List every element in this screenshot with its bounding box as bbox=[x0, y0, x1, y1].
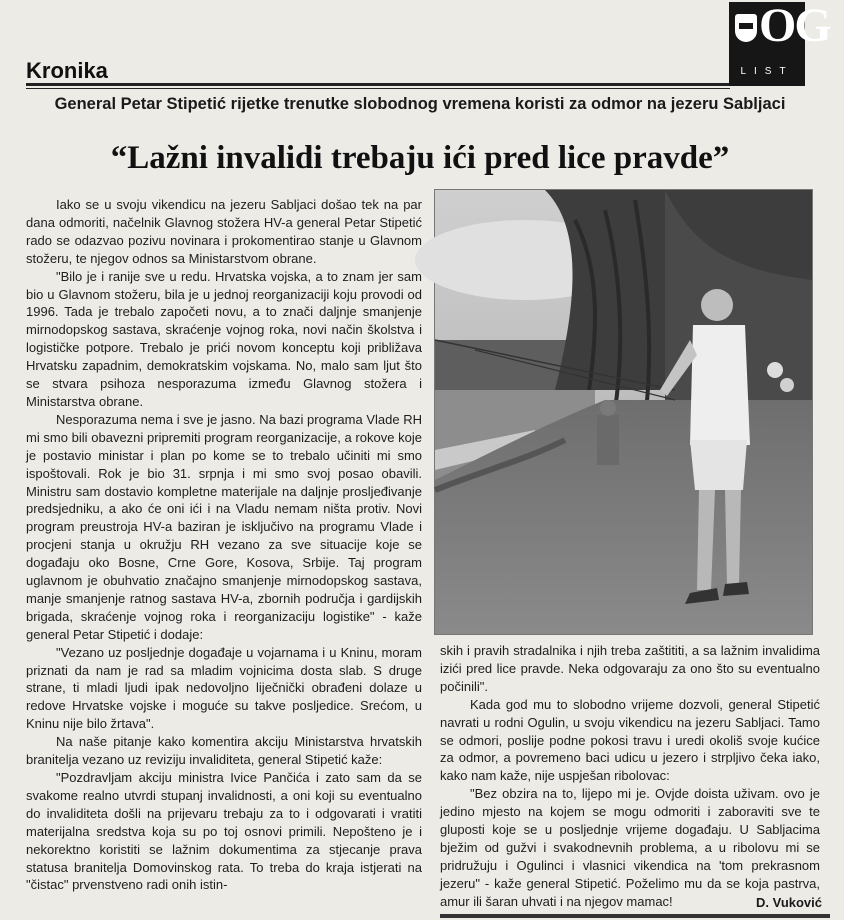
coat-of-arms-icon bbox=[735, 14, 757, 42]
paragraph: Kada god mu to slobodno vrijeme dozvoli, general Stipetić navrati u rodni Ogulin, u svoju vikendicu na jezeru Sabljaci. Tamo se odmori, poslije podne pokosi travu i uredi okoliš svoje kućice za odmor, a povremeno baci udicu u jezero i strpljivo čeka iako, kako nam kaže, nije uspješan ribolovac: bbox=[440, 696, 820, 784]
article-headline: “Lažni invalidi trebaju ići pred lice pravde” bbox=[110, 140, 730, 176]
article-byline: D. Vuković bbox=[756, 895, 822, 910]
paragraph: skih i pravih stradalnika i njih treba zaštititi, a sa lažnim invalidima izići pred lice pravde. Neka odgovaraju za ono što su eventualno počinili". bbox=[440, 643, 820, 694]
paragraph: "Bez obzira na to, lijepo mi je. Ovjde doista uživam. ovo je jedino mjesto na kojem se mogu odmoriti i zaboraviti sve te gluposti koje se u posljednje vrijeme događaju. U Sabljacima bježim od gužvi i svakodnevnih problema, a u ribolovu mi se pridružuju i Ogulinci i vlasnici vikendica na 'tom prekrasnom jezeru" - kaže general Stipetić. Poželimo mu da se koja pastrva, amur ili šaran uhvati i na njegov mamac! bbox=[440, 786, 820, 909]
photo-fisherman-at-lake bbox=[435, 190, 812, 634]
header-rule-thick bbox=[26, 83, 730, 86]
paragraph: Nesporazuma nema i sve je jasno. Na bazi programa Vlade RH mi smo bili obavezni pripremiti program reorganizacije, a rokove koje je postavio ministar i plan po kome se to trebalo učiniti mi smo ispoštovali. Rok je bio 31. srpnja i mi smo svoj posao obavili. Ministru sam dostavio kompletne materijale na daljnje prosljeđivanje predsjedniku, a ako će oni ići i na Vladu nemam ništa protiv. Novi program preustroja HV-a baziran je isključivo na programu Vlade i procjeni stanja u okružju RH vezano za sve situacije koje se događaju oko Bosne, Crne Gore, Kosova, Srbije. Taj program uglavnom je obuhvatio značajno smanjenje mirnodopskog sastava, manje smanjenje ratnog sastava HV-a, zbornih područja i gardijskih brigada, skraćenje vojnog roka i reorganizaciju logistike" - kaže general Petar Stipetić i dodaje: bbox=[26, 411, 422, 642]
paragraph: "Vezano uz posljednje događaje u vojarnama i u Kninu, moram priznati da nam je rad sa mladim vojnicima dosta slab. S druge strane, ti mladi ljudi ipak nedovoljno liječnički obrađeni dolaze u redove Hrvatske vojske i moguće su takve posljedice. Srećom, u Kninu nije bilo žrtava". bbox=[26, 644, 422, 732]
section-title: Kronika bbox=[26, 58, 108, 83]
paragraph: "Bilo je i ranije sve u redu. Hrvatska vojska, a to znam jer sam bio u Glavnom stožeru, bila je u jednoj reorganizaciji koju provodi od 1996. Tada je trebalo započeti novu, a to znači daljnje smanjenje mirnodopskog sastava, skraćenje vojnog roka, novi način školstva i logističke potpore. Trebalo je prići novom konceptu koji približava Hrvatsku zapadnim, demokratskim vojskama. No, malo sam ljut što se stvara psihoza nesporazuma između Glavnog stožera i Ministarstva obrane. bbox=[26, 268, 422, 409]
logo-sub-text: LIST bbox=[740, 66, 794, 77]
logo-main-text: OG bbox=[759, 0, 830, 52]
article-photo bbox=[434, 189, 813, 635]
paragraph: "Pozdravljam akciju ministra Ivice Pančića i zato sam da se svakome realno utvrdi stupanj invalidnosti, a oni koji su eventualno do invaliditeta došli na prijevaru trebaju za to i odgovarati i vratiti materijalna sredstva koja su po toj osnovi primili. Nepošteno je i nekorektno koristiti se lažnim dokumentima za stjecanje prava statusa branitelja Domovinskog rata. To treba do kraja istjerati na "čistac" prvenstveno radi onih istin- bbox=[26, 770, 422, 893]
header-rule-thin bbox=[26, 88, 730, 89]
article-column-left bbox=[26, 196, 422, 916]
og-list-logo bbox=[729, 0, 830, 86]
footer-rule bbox=[440, 914, 830, 918]
article-kicker: General Petar Stipetić rijetke trenutke slobodnog vremena koristi za odmor na jezeru Sabljaci bbox=[54, 95, 786, 113]
paragraph: Na naše pitanje kako komentira akciju Ministarstva hrvatskih branitelja vezano uz reviziju invaliditeta, general Stipetić kaže: bbox=[26, 734, 422, 768]
paragraph: Iako se u svoju vikendicu na jezeru Sabljaci došao tek na par dana odmoriti, načelnik Glavnog stožera HV-a general Petar Stipetić rado se odazvao pozivu novinara i prokomentirao stanje u Glavnom stožeru, te njegov odnos sa Ministarstvom obrane. bbox=[26, 197, 422, 266]
